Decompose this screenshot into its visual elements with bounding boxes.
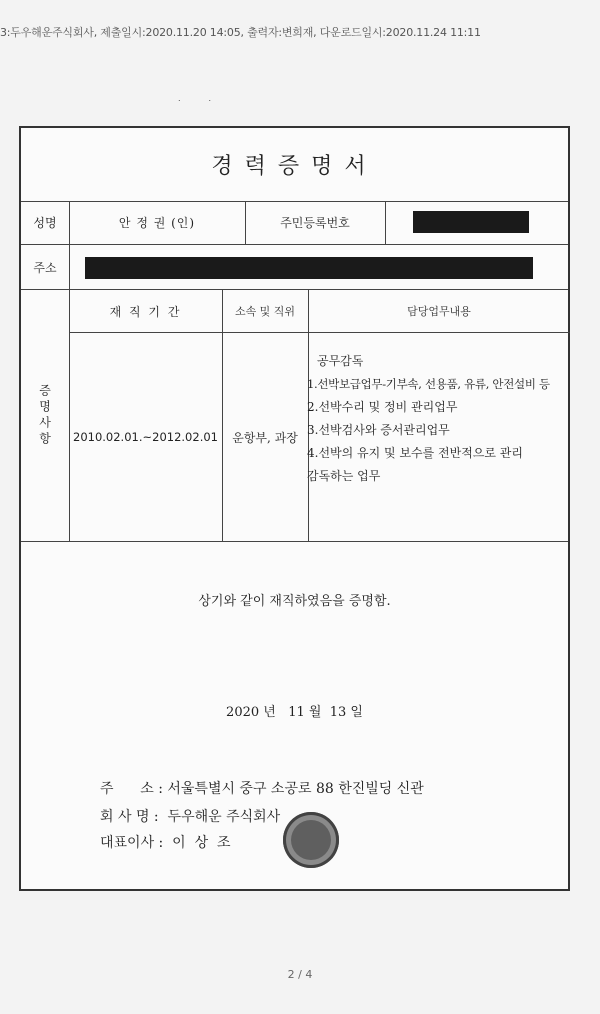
career-header-row	[69, 290, 570, 333]
address-label: 주소	[33, 260, 57, 275]
name-label: 성명	[33, 216, 57, 230]
period-header: 재 직 기 간	[109, 304, 182, 319]
duty-line: 1.선박보급업무-기부속, 선용품, 유류, 안전설비 등	[307, 377, 550, 391]
career-label: 증명사항	[37, 383, 52, 448]
duty-line: 감독하는 업무	[307, 469, 381, 483]
confirmation-text: 상기와 같이 재직하였음을 증명함.	[198, 594, 391, 609]
duty-line: 2.선박수리 및 정비 관리업무	[307, 400, 458, 414]
period-value: 2010.02.01.~2012.02.01	[73, 430, 218, 444]
certificate-document	[19, 126, 570, 891]
career-section	[21, 290, 568, 542]
scan-dots: ..	[178, 94, 240, 103]
duty-line: 공무감독	[317, 354, 364, 368]
address-row	[21, 245, 568, 290]
company-address: 주 소 : 서울특별시 중구 소공로 88 한진빌딩 신관	[100, 781, 424, 797]
name-value: 안 정 권 (인)	[118, 216, 196, 230]
page-number: 2 / 4	[287, 968, 313, 981]
issue-date: 2020 년 11 월 13 일	[226, 705, 363, 720]
redacted-resident-number	[413, 211, 529, 233]
position-value: 운항부, 과장	[232, 430, 298, 445]
resident-number-label: 주민등록번호	[280, 216, 350, 230]
duty-line: 4.선박의 유지 및 보수를 전반적으로 관리	[307, 446, 523, 460]
duty-line: 3.선박검사와 증서관리업무	[307, 423, 450, 437]
company-name: 회 사 명 : 두우해운 주식회사	[100, 809, 281, 825]
duty-list	[307, 350, 550, 488]
redacted-address	[85, 257, 533, 279]
document-title: 경력증명서	[21, 128, 568, 202]
ceo-name: 대표이사 : 이 상 조	[100, 835, 231, 851]
document-header-meta: 3:두우해운주식회사, 제출일시:2020.11.20 14:05, 출력자:변희재, 다운로드일시:2020.11.24 11:11	[0, 26, 481, 39]
company-seal-stamp	[283, 812, 339, 868]
position-header: 소속 및 직위	[234, 305, 296, 318]
duty-header: 담당업무내용	[407, 305, 471, 318]
name-row	[21, 201, 568, 245]
